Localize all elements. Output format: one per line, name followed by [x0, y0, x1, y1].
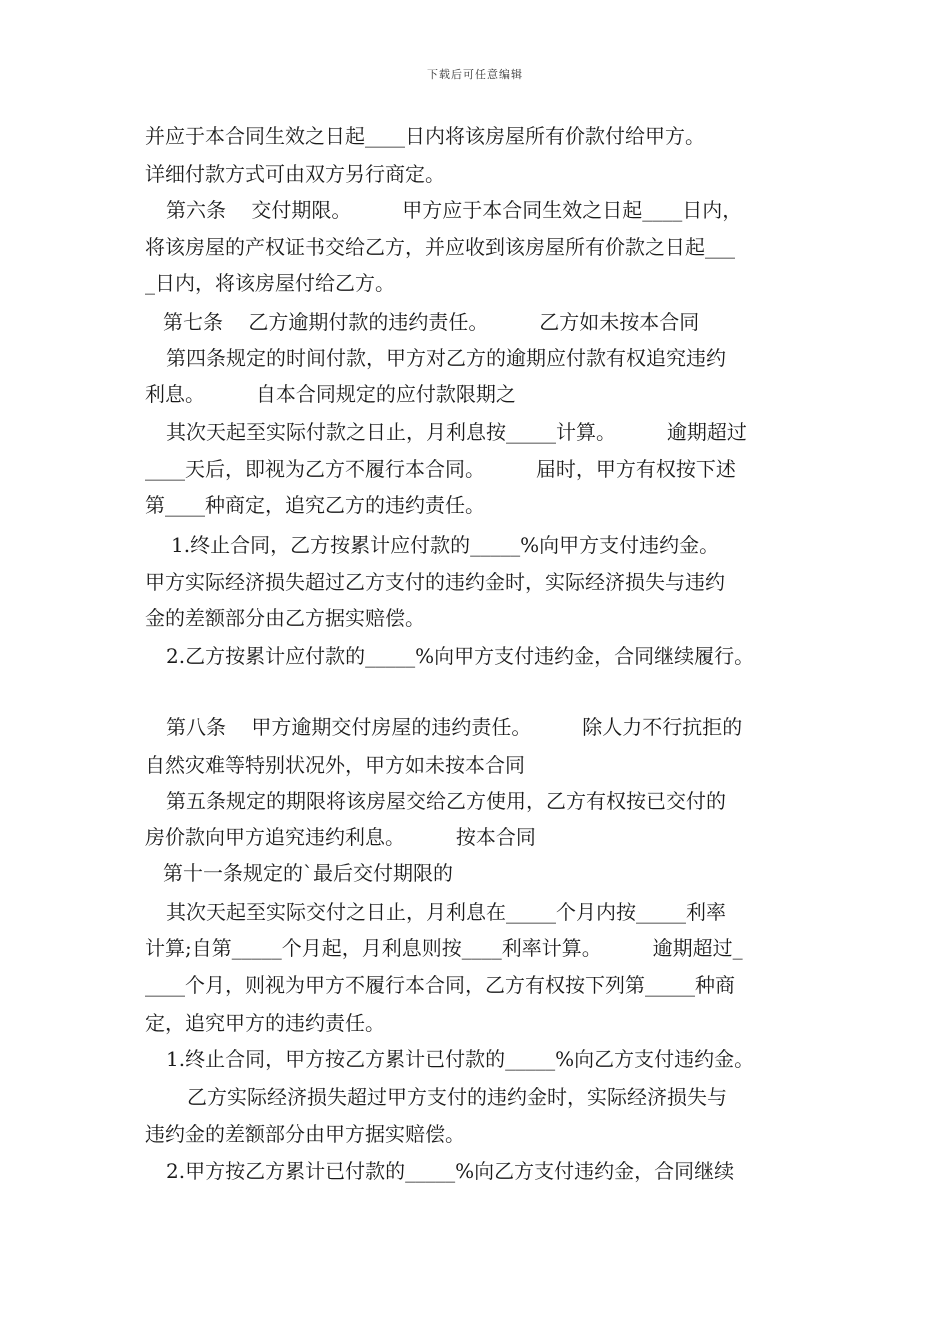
text-line: 第五条规定的期限将该房屋交给乙方使用，乙方有权按已交付的: [166, 789, 726, 813]
text-line: 1.终止合同，乙方按累计应付款的_____%向甲方支付违约金。: [171, 533, 720, 557]
text-line: 乙方实际经济损失超过甲方支付的违约金时，实际经济损失与: [187, 1085, 727, 1109]
text-line: 第四条规定的时间付款，甲方对乙方的逾期应付款有权追究违约: [166, 346, 726, 370]
text-line: ____天后，即视为乙方不履行本合同。 届时，甲方有权按下述: [145, 457, 736, 481]
text-line: 详细付款方式可由双方另行商定。: [145, 162, 445, 186]
text-line: 第八条 甲方逾期交付房屋的违约责任。 除人力不行抗拒的: [166, 715, 743, 739]
page-header-note: 下载后可任意编辑: [427, 68, 523, 81]
text-line: 第十一条规定的`最后交付期限的: [163, 861, 453, 885]
text-line: 定，追究甲方的违约责任。: [145, 1011, 385, 1035]
text-line: 其次天起至实际交付之日止，月利息在_____个月内按_____利率: [166, 900, 726, 924]
text-line: 第七条 乙方逾期付款的违约责任。 乙方如未按本合同: [163, 310, 700, 334]
text-line: 第____种商定，追究乙方的违约责任。: [145, 493, 485, 517]
text-line: _日内，将该房屋付给乙方。: [145, 271, 395, 295]
text-line: 并应于本合同生效之日起____日内将该房屋所有价款付给甲方。: [145, 124, 705, 148]
text-line: 计算;自第_____个月起，月利息则按____利率计算。 逾期超过_: [145, 936, 743, 960]
text-line: 2.甲方按乙方累计已付款的_____%向乙方支付违约金，合同继续: [166, 1159, 735, 1183]
text-line: ____个月，则视为甲方不履行本合同，乙方有权按下列第_____种商: [145, 973, 735, 997]
text-line: 违约金的差额部分由甲方据实赔偿。: [145, 1122, 465, 1146]
text-line: 1.终止合同，甲方按乙方累计已付款的_____%向乙方支付违约金。: [166, 1047, 755, 1071]
text-line: 2.乙方按累计应付款的_____%向甲方支付违约金，合同继续履行。: [166, 644, 755, 668]
text-line: 将该房屋的产权证书交给乙方，并应收到该房屋所有价款之日起___: [145, 235, 735, 259]
text-line: 甲方实际经济损失超过乙方支付的违约金时，实际经济损失与违约: [145, 570, 725, 594]
text-line: 金的差额部分由乙方据实赔偿。: [145, 606, 425, 630]
text-line: 自然灾难等特别状况外，甲方如未按本合同: [145, 753, 525, 777]
text-line: 第六条 交付期限。 甲方应于本合同生效之日起____日内，: [166, 198, 743, 222]
text-line: 其次天起至实际付款之日止，月利息按_____计算。 逾期超过: [166, 420, 747, 444]
text-line: 房价款向甲方追究违约利息。 按本合同: [145, 825, 536, 849]
text-line: 利息。 自本合同规定的应付款限期之: [145, 382, 516, 406]
